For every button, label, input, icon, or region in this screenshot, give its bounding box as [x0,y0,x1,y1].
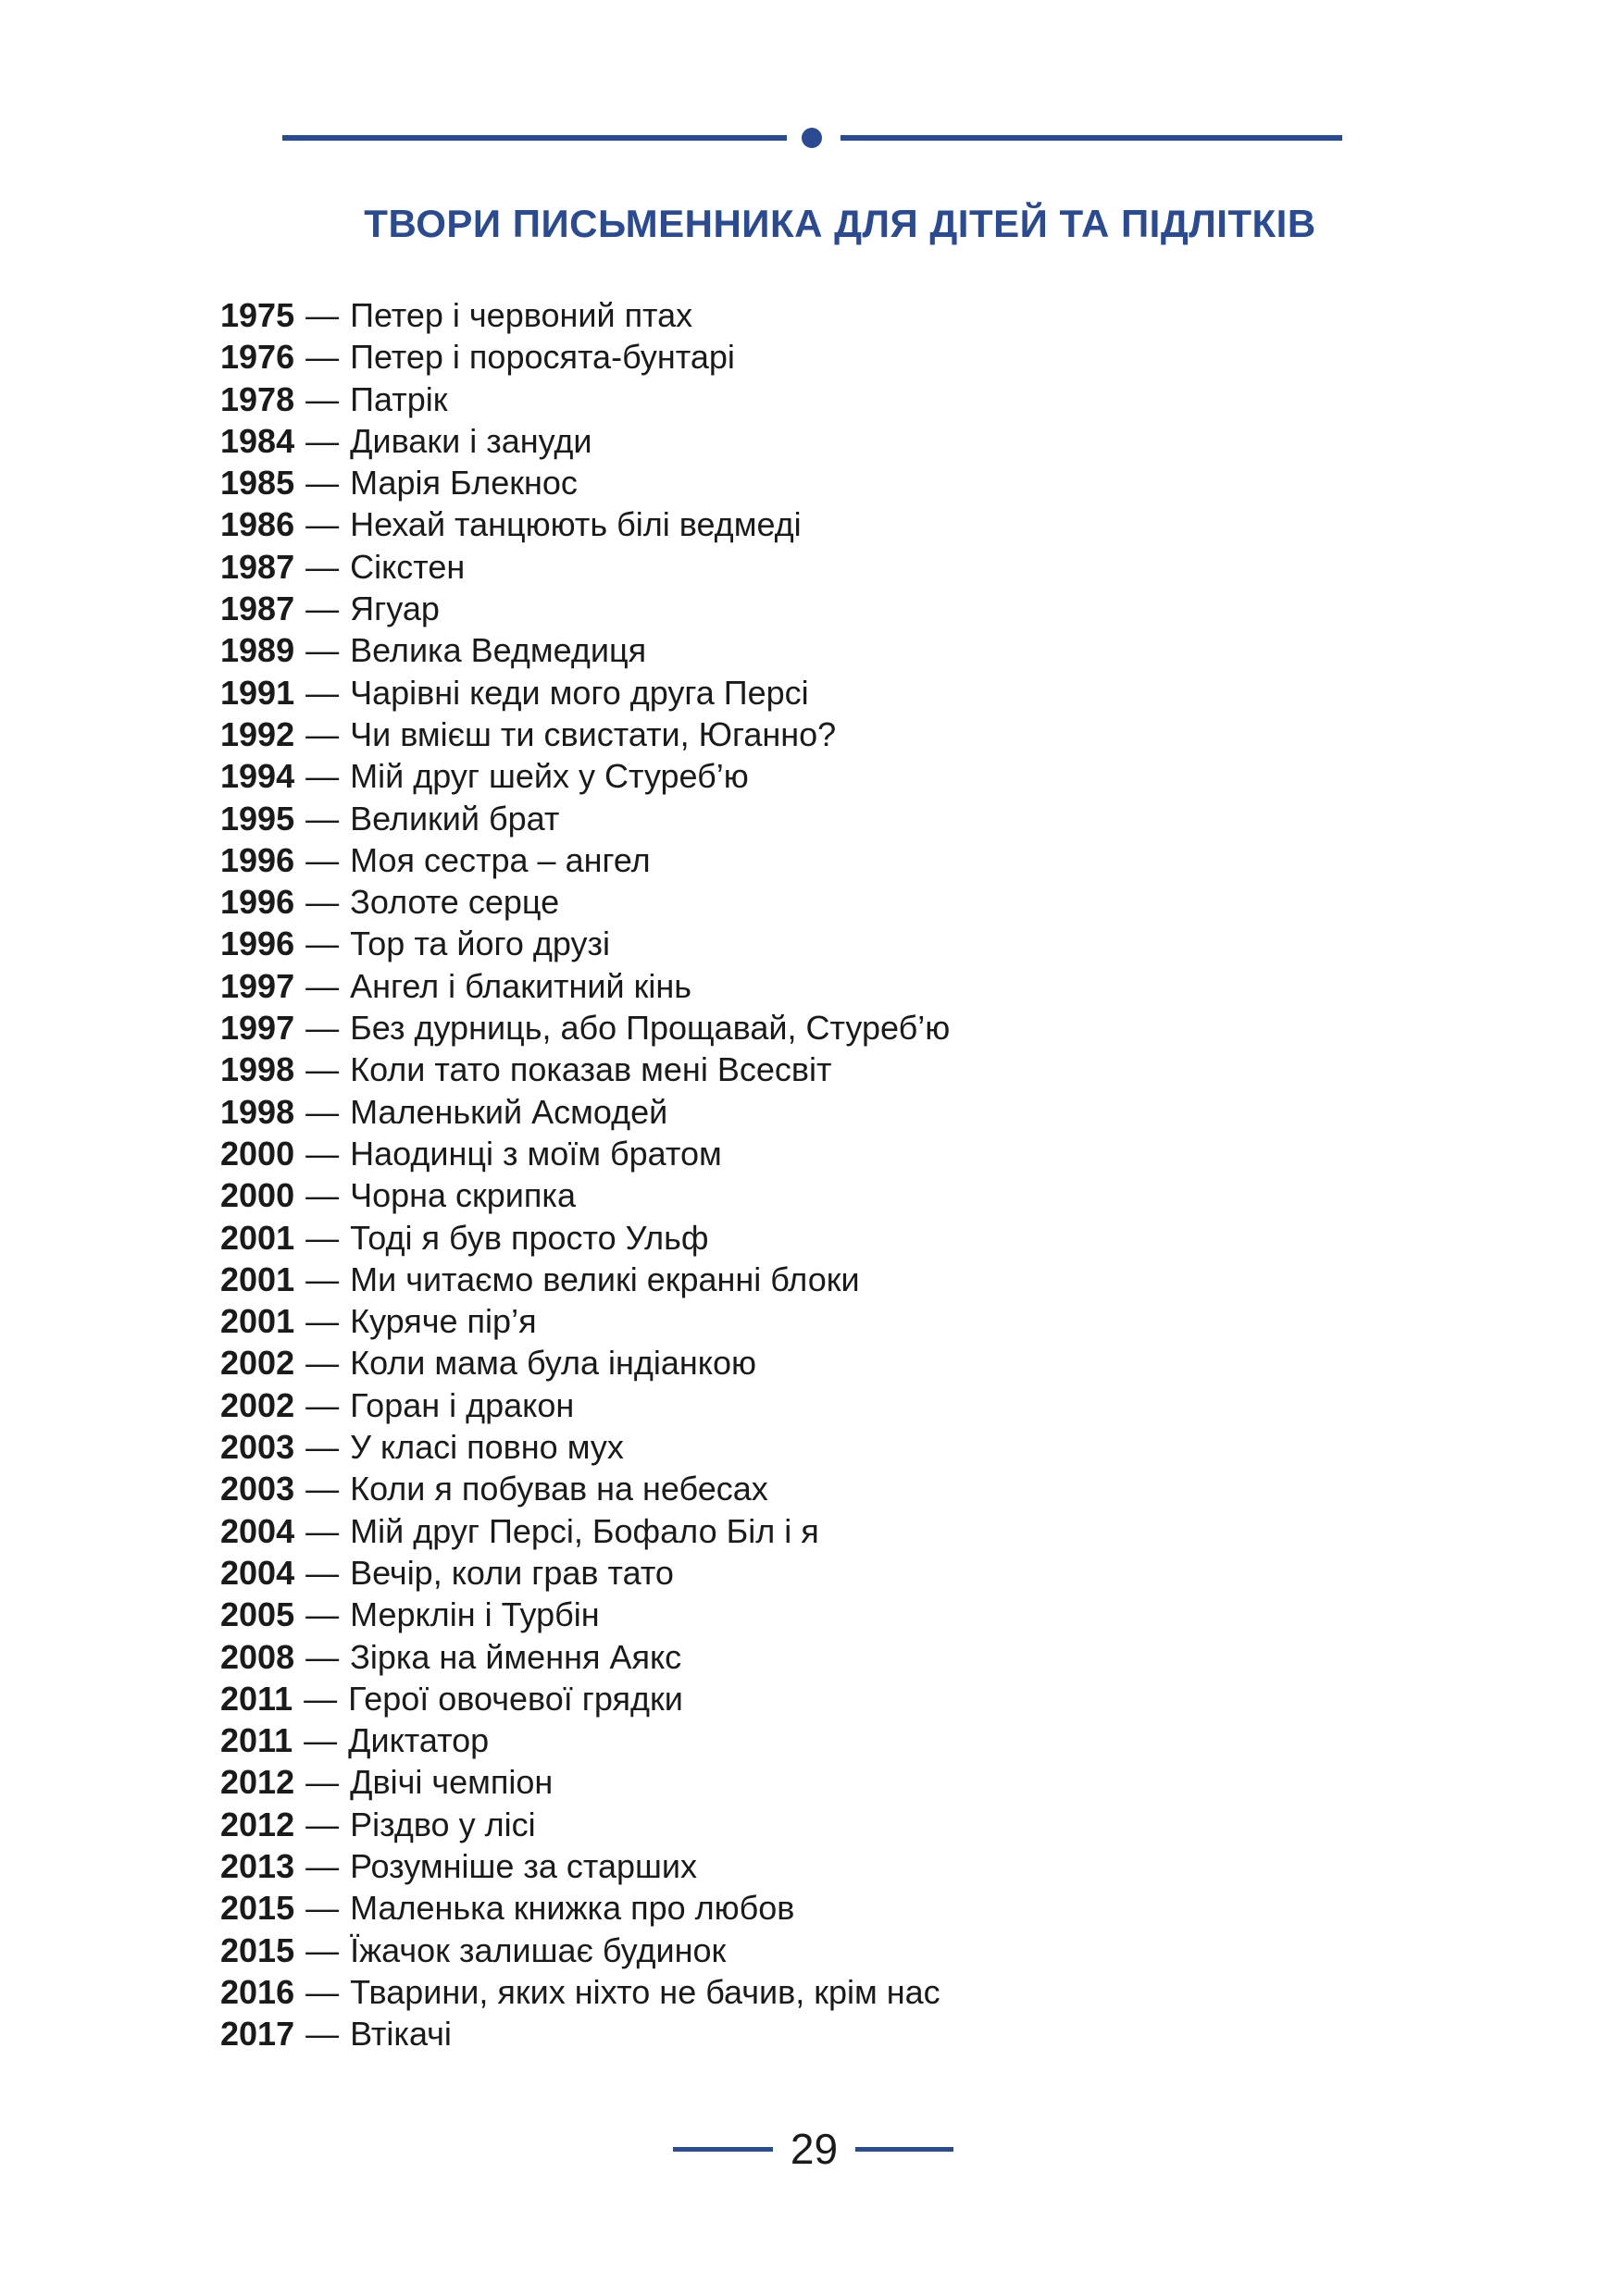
work-year: 1997 [220,966,295,1005]
work-title: Мій друг Персі, Бофало Біл і я [350,1511,819,1550]
work-year: 1987 [220,547,295,586]
list-item [220,839,950,881]
list-item [220,2013,950,2054]
work-year: 2004 [220,1511,295,1550]
dash-separator: — [305,2015,340,2054]
page-number: 29 [790,2125,839,2173]
page-title: ТВОРИ ПИСЬМЕННИКА ДЛЯ ДІТЕЙ ТА ПІДЛІТКІВ [364,202,1316,245]
list-item [220,420,950,462]
work-year: 2015 [220,1889,295,1928]
work-title: Втікачі [350,2015,452,2054]
work-title: Ягуар [350,590,440,628]
works-list [220,294,950,2054]
work-year: 2012 [220,1805,295,1843]
work-year: 2002 [220,1344,295,1383]
dash-separator: — [305,547,340,586]
work-year: 1989 [220,631,295,670]
work-title: Двічі чемпіон [350,1763,554,1802]
list-item [220,1678,950,1719]
list-item [220,1845,950,1887]
dash-separator: — [305,1134,340,1173]
work-year: 1994 [220,757,295,796]
dash-separator: — [305,966,340,1005]
work-title: Куряче пір’я [350,1302,537,1341]
work-title: Вечір, коли грав тато [350,1553,674,1592]
dash-separator: — [305,673,340,712]
work-title: Без дурниць, або Прощавай, Стуреб’ю [350,1009,951,1048]
list-item [220,1761,950,1803]
list-item [220,462,950,503]
work-title: Коли тато показав мені Всесвіт [350,1050,832,1089]
work-year: 1987 [220,590,295,628]
list-item [220,798,950,839]
dash-separator: — [305,1428,340,1467]
work-year: 2003 [220,1428,295,1467]
list-item [220,1636,950,1678]
work-title: Чорна скрипка [350,1176,576,1215]
list-item [220,546,950,588]
list-item [220,1300,950,1342]
list-item [220,714,950,755]
dash-separator: — [305,1050,340,1089]
work-title: Велика Ведмедиця [350,631,647,670]
work-year: 1995 [220,799,295,838]
list-item [220,965,950,1007]
ornament-dot [802,128,822,148]
work-year: 2002 [220,1385,295,1424]
work-year: 1992 [220,714,295,753]
work-year: 2000 [220,1134,295,1173]
list-item [220,1719,950,1761]
work-year: 1996 [220,925,295,963]
dash-separator: — [305,799,340,838]
work-year: 2000 [220,1176,295,1215]
work-year: 1997 [220,1009,295,1048]
list-item [220,1426,950,1468]
work-title: Патрік [350,379,448,418]
list-item [220,1049,950,1090]
list-item [220,1594,950,1635]
work-title: Диваки і зануди [350,421,592,460]
work-title: У класі повно мух [350,1428,624,1467]
dash-separator: — [305,1009,340,1048]
dash-separator: — [305,1176,340,1215]
work-title: Петер і поросята-бунтарі [350,338,735,377]
work-title: Мій друг шейх у Стуреб’ю [350,757,749,796]
work-year: 2016 [220,1972,295,2011]
page-footer [673,2121,953,2177]
dash-separator: — [304,1721,338,1760]
work-year: 2013 [220,1846,295,1885]
work-title: Тор та його друзі [350,925,611,963]
work-title: Петер і червоний птах [350,296,693,334]
work-year: 1996 [220,840,295,879]
dash-separator: — [305,590,340,628]
work-year: 2001 [220,1302,295,1341]
list-item [220,1091,950,1133]
work-title: Мерклін і Турбін [350,1595,600,1634]
work-year: 2001 [220,1218,295,1257]
dash-separator: — [305,464,340,503]
list-item [220,379,950,420]
dash-separator: — [305,1344,340,1383]
dash-separator: — [305,1092,340,1131]
work-title: Наодинці з моїм братом [350,1134,722,1173]
dash-separator: — [305,1595,340,1634]
list-item [220,1259,950,1300]
work-year: 2005 [220,1595,295,1634]
list-item [220,881,950,923]
list-item [220,629,950,671]
work-title: Коли мама була індіанкою [350,1344,756,1383]
dash-separator: — [305,1637,340,1676]
work-title: Коли я побував на небесах [350,1470,768,1508]
list-item [220,588,950,629]
dash-separator: — [305,757,340,796]
work-year: 1986 [220,505,295,544]
list-item [220,1133,950,1174]
dash-separator: — [305,296,340,334]
list-item [220,1007,950,1049]
work-title: Моя сестра – ангел [350,840,651,879]
work-title: Ангел і блакитний кінь [350,966,692,1005]
work-title: Чи вмієш ти свистати, Юганно? [350,714,837,753]
list-item [220,503,950,545]
work-title: Різдво у лісі [350,1805,536,1843]
dash-separator: — [305,1302,340,1341]
work-title: Диктатор [348,1721,490,1760]
dash-separator: — [305,1972,340,2011]
work-title: Великий брат [350,799,560,838]
list-item [220,1468,950,1509]
dash-separator: — [305,1846,340,1885]
work-title: Ми читаємо великі екранні блоки [350,1260,860,1298]
dash-separator: — [305,1470,340,1508]
work-year: 2001 [220,1260,295,1298]
dash-separator: — [305,925,340,963]
list-item [220,923,950,964]
work-year: 1976 [220,338,295,377]
work-year: 1985 [220,464,295,503]
work-title: Чарівні кеди мого друга Персі [350,673,809,712]
list-item [220,1887,950,1929]
work-title: Нехай танцюють білі ведмеді [350,505,802,544]
dash-separator: — [305,840,340,879]
work-year: 2008 [220,1637,295,1676]
list-item [220,1552,950,1594]
work-title: Зірка на ймення Аякс [350,1637,682,1676]
dash-separator: — [305,1805,340,1843]
work-year: 1996 [220,883,295,922]
dash-separator: — [305,1260,340,1298]
work-title: Золоте серце [350,883,560,922]
work-title: Сікстен [350,547,466,586]
work-title: Тоді я був просто Ульф [350,1218,709,1257]
work-year: 1975 [220,296,295,334]
work-year: 2003 [220,1470,295,1508]
work-year: 2011 [220,1679,293,1718]
dash-separator: — [305,883,340,922]
dash-separator: — [305,631,340,670]
list-item [220,1174,950,1216]
list-item [220,1384,950,1426]
dash-separator: — [305,714,340,753]
work-year: 2011 [220,1721,293,1760]
list-item [220,1217,950,1259]
work-title: Маленький Асмодей [350,1092,668,1131]
top-rule-left [282,135,787,141]
dash-separator: — [305,338,340,377]
list-item [220,1971,950,2013]
dash-separator: — [305,1511,340,1550]
dash-separator: — [305,1553,340,1592]
dash-separator: — [305,421,340,460]
work-title: Марія Блекнос [350,464,578,503]
dash-separator: — [305,379,340,418]
dash-separator: — [305,505,340,544]
list-item [220,755,950,797]
list-item [220,1930,950,1971]
work-title: Горан і дракон [350,1385,575,1424]
list-item [220,1804,950,1845]
work-title: Розумніше за старших [350,1846,698,1885]
dash-separator: — [305,1930,340,1969]
dash-separator: — [305,1385,340,1424]
work-title: Маленька книжка про любов [350,1889,795,1928]
list-item [220,1342,950,1384]
footer-rule-right [855,2147,953,2152]
work-title: Їжачок залишає будинок [350,1930,727,1969]
work-title: Тварини, яких ніхто не бачив, крім нас [350,1972,940,2011]
footer-rule-left [673,2147,773,2152]
dash-separator: — [305,1763,340,1802]
work-year: 1991 [220,673,295,712]
work-year: 1978 [220,379,295,418]
work-year: 2017 [220,2015,295,2054]
dash-separator: — [304,1679,338,1718]
dash-separator: — [305,1889,340,1928]
work-year: 1998 [220,1092,295,1131]
work-title: Герої овочевої грядки [348,1679,683,1718]
top-rule-right [841,135,1342,141]
list-item [220,672,950,714]
list-item [220,1510,950,1552]
list-item [220,294,950,336]
top-ornament [282,128,1342,148]
work-year: 2004 [220,1553,295,1592]
work-year: 1998 [220,1050,295,1089]
work-year: 2015 [220,1930,295,1969]
work-year: 2012 [220,1763,295,1802]
dash-separator: — [305,1218,340,1257]
list-item [220,336,950,378]
work-year: 1984 [220,421,295,460]
